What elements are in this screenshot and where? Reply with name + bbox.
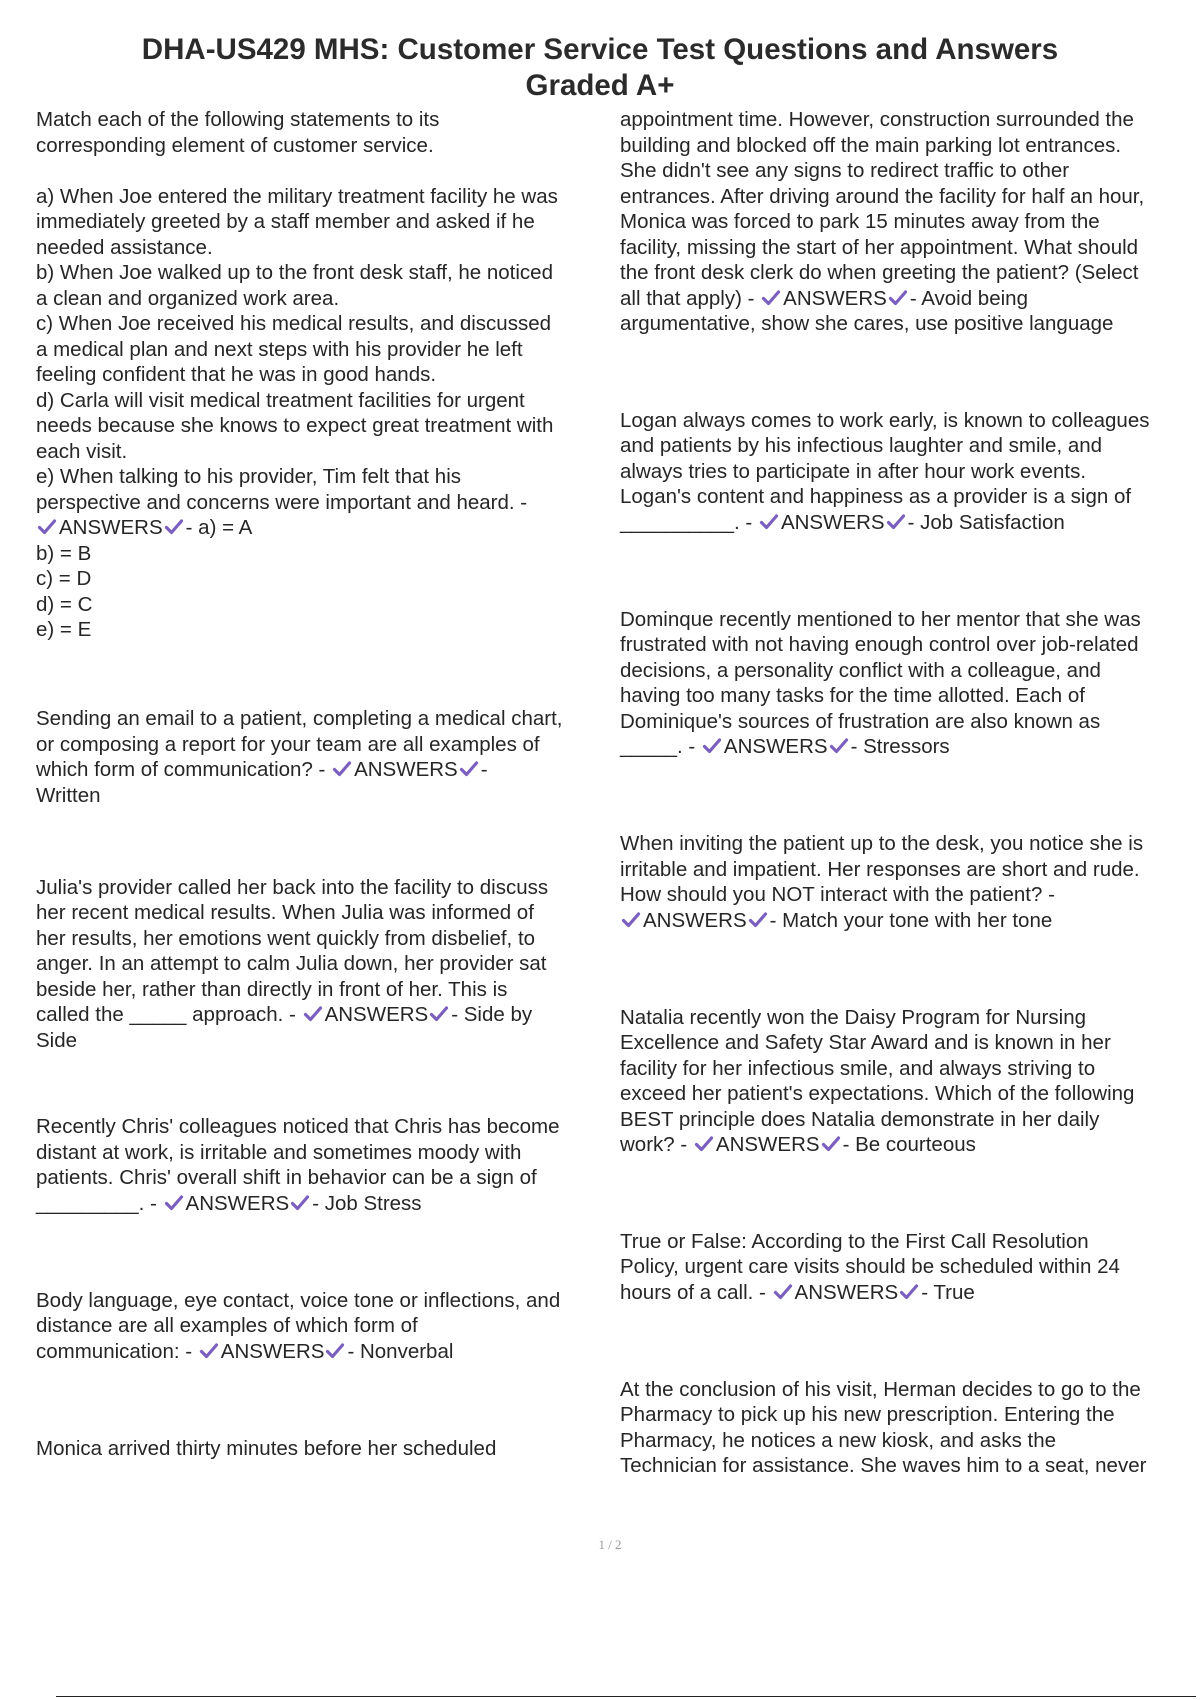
text-line	[620, 857, 1195, 883]
line-text: argumentative, show she cares, use positive language	[620, 312, 1114, 335]
qa-item	[36, 1288, 606, 1365]
line-text: At the conclusion of his visit, Herman decides to go to the	[620, 1377, 1141, 1401]
line-text: feeling confident that he was in good hands.	[36, 363, 437, 386]
text-line	[36, 706, 606, 732]
line-text: c) = D	[36, 567, 92, 590]
text-line	[36, 875, 606, 901]
line-text: e) = E	[36, 618, 92, 641]
line-text: each visit.	[36, 439, 128, 463]
check-icon	[899, 1283, 919, 1301]
line-text: Dominique's sources of frustration are also known as	[620, 709, 1101, 733]
qa-item	[620, 1229, 1195, 1306]
line-text: ANSWERS	[185, 1191, 290, 1215]
text-line	[36, 757, 606, 783]
text-line	[36, 464, 606, 490]
title-line-2: Graded A+	[525, 69, 675, 102]
line-text: patients. Chris' overall shift in behavior can be a sign of	[36, 1166, 537, 1190]
line-text: Side	[36, 1028, 78, 1052]
line-text: all that apply) -	[620, 286, 761, 310]
check-icon	[621, 911, 641, 929]
line-text: distance are all examples of which form of	[36, 1314, 418, 1338]
text-line	[36, 783, 606, 809]
line-text: and patients by his infectious laughter and smile, and	[620, 434, 1103, 458]
text-line	[36, 362, 606, 388]
text-line	[36, 107, 606, 133]
text-line	[620, 1428, 1195, 1454]
check-icon	[694, 1135, 714, 1153]
left-column	[36, 107, 606, 1461]
check-icon	[702, 737, 722, 755]
text-line	[620, 459, 1195, 485]
text-line	[620, 658, 1195, 684]
line-text: b) = B	[36, 541, 92, 565]
check-icon	[888, 289, 908, 307]
line-text: Monica arrived thirty minutes before her scheduled	[36, 1436, 497, 1460]
line-text: which form of communication? -	[36, 758, 332, 782]
check-icon	[761, 289, 781, 307]
qa-item	[620, 107, 1195, 337]
check-icon	[429, 1005, 449, 1023]
line-text: She didn't see any signs to redirect traffic to other	[620, 159, 1070, 182]
line-text: - a) = A	[185, 516, 253, 539]
line-text: perspective and concerns were important and heard. -	[36, 490, 528, 514]
line-text: ANSWERS	[783, 286, 887, 310]
check-icon	[748, 911, 768, 929]
line-text: facility, missing the start of her appointment. What should	[620, 235, 1139, 259]
check-icon	[332, 760, 352, 778]
check-icon	[773, 1283, 793, 1301]
line-text: Sending an email to a patient, completing a medical chart,	[36, 707, 563, 731]
text-line	[620, 1377, 1195, 1403]
text-line	[620, 484, 1195, 510]
line-text: Logan always comes to work early, is known to colleagues	[620, 408, 1150, 432]
line-text: Pharmacy, he notices a new kiosk, and asks the	[620, 1428, 1057, 1452]
text-line	[36, 900, 606, 926]
text-line	[620, 709, 1195, 735]
check-icon	[829, 737, 849, 755]
line-text: Monica was forced to park 15 minutes away from the	[620, 210, 1100, 233]
check-icon	[459, 760, 479, 778]
line-text: having too many tasks for the time allotted. Each of	[620, 684, 1085, 708]
line-text: BEST principle does Natalia demonstrate in her daily	[620, 1107, 1100, 1131]
text-line	[620, 831, 1195, 857]
line-text: Logan's content and happiness as a provider is a sign of	[620, 485, 1132, 509]
line-text: the front desk clerk do when greeting the patient? (Select	[620, 261, 1139, 284]
line-text: ANSWERS	[723, 735, 828, 759]
line-text: hours of a call. -	[620, 1280, 772, 1304]
right-column	[620, 107, 1195, 1479]
text-line	[620, 607, 1195, 633]
line-text: called the _____ approach. -	[36, 1003, 302, 1027]
text-line	[36, 260, 606, 286]
check-icon	[164, 1194, 184, 1212]
qa-item	[36, 875, 606, 1054]
text-line	[36, 1339, 606, 1365]
line-text: - Nonverbal	[347, 1339, 454, 1363]
page-number: 1 / 2	[598, 1537, 622, 1552]
line-text: a clean and organized work area.	[36, 286, 340, 310]
qa-item	[36, 706, 606, 808]
text-line	[36, 592, 606, 618]
title-line-1: DHA-US429 MHS: Customer Service Test Questions and Answers	[141, 33, 1059, 66]
text-line	[620, 1453, 1195, 1479]
text-line	[620, 158, 1195, 184]
line-text: - True	[921, 1280, 975, 1304]
text-line	[36, 1165, 606, 1191]
check-icon	[290, 1194, 310, 1212]
text-line	[36, 1436, 606, 1462]
line-text: exceed her patient's expectations. Which of the following	[620, 1082, 1135, 1106]
qa-item	[36, 1114, 606, 1216]
text-line	[36, 1114, 606, 1140]
line-text: e) When talking to his provider, Tim felt that his	[36, 465, 461, 488]
check-icon	[164, 518, 184, 536]
text-line	[36, 311, 606, 337]
line-text: ANSWERS	[794, 1280, 899, 1304]
text-line	[620, 1005, 1195, 1031]
line-text: or composing a report for your team are all examples of	[36, 732, 540, 756]
text-line	[36, 617, 606, 643]
line-text: Match each of the following statements to its	[36, 108, 440, 131]
line-text: - Avoid being	[909, 286, 1028, 310]
text-line	[620, 1280, 1195, 1306]
check-icon	[759, 513, 779, 531]
line-text: Policy, urgent care visits should be scheduled within 24	[620, 1255, 1120, 1279]
line-text: appointment time. However, construction surrounded the	[620, 108, 1134, 131]
qa-item	[620, 607, 1195, 760]
line-text: entrances. After driving around the facility for half an hour,	[620, 184, 1145, 208]
text-line	[620, 1402, 1195, 1428]
text-line	[36, 566, 606, 592]
text-line	[620, 1229, 1195, 1255]
text-line	[36, 388, 606, 414]
line-text: a medical plan and next steps with his provider he left	[36, 337, 523, 361]
line-text: ANSWERS	[780, 510, 885, 534]
line-text: How should you NOT interact with the patient? -	[620, 883, 1055, 907]
line-text: Pharmacy to pick up his new prescription. Entering the	[620, 1403, 1115, 1427]
line-text: needed assistance.	[36, 235, 213, 259]
line-text: building and blocked off the main parking lot entrances.	[620, 133, 1122, 157]
text-line	[36, 158, 606, 184]
text-line	[36, 1191, 606, 1217]
line-text: ANSWERS	[324, 1003, 429, 1027]
text-line	[36, 490, 606, 516]
text-line	[620, 1254, 1195, 1280]
footer-divider	[56, 1696, 1196, 1697]
page-title	[50, 32, 1150, 104]
line-text: - Job Satisfaction	[907, 510, 1065, 534]
line-text: always tries to participate in after hour work events.	[620, 459, 1087, 483]
line-text: - Job Stress	[312, 1191, 422, 1215]
line-text: d) = C	[36, 592, 93, 616]
line-text: When inviting the patient up to the desk, you notice she is	[620, 832, 1144, 856]
text-line	[620, 133, 1195, 159]
line-text: Julia's provider called her back into the facility to discuss	[36, 875, 549, 899]
qa-item	[620, 831, 1195, 933]
text-line	[36, 732, 606, 758]
text-line	[36, 1288, 606, 1314]
line-text: distant at work, is irritable and sometimes moody with	[36, 1140, 522, 1164]
text-line	[620, 510, 1195, 536]
text-line	[620, 311, 1195, 337]
line-text: a) When Joe entered the military treatment facility he was	[36, 184, 558, 208]
text-line	[36, 977, 606, 1003]
text-line	[620, 1056, 1195, 1082]
line-text: beside her, rather than directly in front of her. This is	[36, 977, 508, 1001]
line-text: __________. -	[620, 510, 758, 534]
qa-item	[620, 1377, 1195, 1479]
text-line	[36, 1002, 606, 1028]
line-text: ANSWERS	[220, 1339, 325, 1363]
text-line	[620, 235, 1195, 261]
check-icon	[37, 518, 57, 536]
line-text: -	[480, 758, 488, 782]
line-text: needs because she knows to expect great treatment with	[36, 414, 554, 437]
line-text: ANSWERS	[354, 758, 458, 782]
line-text: irritable and impatient. Her responses are short and rude.	[620, 857, 1140, 881]
line-text: - Stressors	[850, 735, 950, 759]
line-text: - Side by	[451, 1003, 533, 1027]
line-text: Excellence and Safety Star Award and is known in her	[620, 1031, 1111, 1055]
text-line	[620, 683, 1195, 709]
text-line	[36, 1313, 606, 1339]
text-line	[620, 286, 1195, 312]
line-text: her results, her emotions went quickly from disbelief, to	[36, 926, 536, 950]
line-text: frustrated with not having enough control over job-related	[620, 633, 1139, 657]
line-text: _____. -	[620, 735, 701, 759]
check-icon	[325, 1342, 345, 1360]
text-line	[620, 209, 1195, 235]
text-line	[620, 1132, 1195, 1158]
qa-item	[620, 1005, 1195, 1158]
line-text: d) Carla will visit medical treatment facilities for urgent	[36, 388, 525, 412]
line-text: decisions, a personality conflict with a colleague, and	[620, 658, 1101, 682]
line-text: Dominque recently mentioned to her mentor that she was	[620, 607, 1141, 631]
text-line	[36, 184, 606, 210]
text-line	[620, 1081, 1195, 1107]
line-text: her recent medical results. When Julia was informed of	[36, 901, 534, 925]
line-text: Recently Chris' colleagues noticed that Chris has become	[36, 1115, 560, 1139]
text-line	[620, 1030, 1195, 1056]
text-line	[36, 515, 606, 541]
text-line	[36, 1140, 606, 1166]
line-text: Body language, eye contact, voice tone or inflections, and	[36, 1288, 561, 1312]
line-text: ANSWERS	[643, 908, 747, 932]
text-line	[620, 882, 1195, 908]
text-line	[36, 235, 606, 261]
qa-item	[36, 1436, 606, 1462]
text-line	[36, 1028, 606, 1054]
text-line	[620, 260, 1195, 286]
text-line	[620, 1107, 1195, 1133]
text-line	[36, 951, 606, 977]
line-text: anger. In an attempt to calm Julia down, her provider sat	[36, 952, 547, 976]
line-text: work? -	[620, 1133, 693, 1157]
line-text: corresponding element of customer service.	[36, 133, 434, 157]
text-line	[36, 286, 606, 312]
line-text: b) When Joe walked up to the front desk staff, he noticed	[36, 261, 553, 284]
line-text: - Be courteous	[842, 1133, 976, 1157]
line-text: ANSWERS	[715, 1133, 820, 1157]
line-text: facility for her infectious smile, and always striving to	[620, 1056, 1096, 1080]
text-line	[620, 908, 1195, 934]
line-text: True or False: According to the First Call Resolution	[620, 1229, 1089, 1253]
text-line	[36, 413, 606, 439]
text-line	[36, 926, 606, 952]
text-line	[36, 133, 606, 159]
text-line	[620, 734, 1195, 760]
text-line	[620, 433, 1195, 459]
text-line	[36, 209, 606, 235]
line-text: Natalia recently won the Daisy Program for Nursing	[620, 1005, 1086, 1029]
line-text: Technician for assistance. She waves him to a seat, never	[620, 1454, 1147, 1478]
line-text: - Match your tone with her tone	[769, 908, 1053, 932]
check-icon	[821, 1135, 841, 1153]
line-text: Written	[36, 783, 101, 807]
line-text: immediately greeted by a staff member and asked if he	[36, 210, 535, 233]
text-line	[620, 107, 1195, 133]
line-text: communication: -	[36, 1339, 198, 1363]
check-icon	[199, 1342, 219, 1360]
text-line	[620, 184, 1195, 210]
check-icon	[886, 513, 906, 531]
qa-item	[620, 408, 1195, 536]
text-line	[36, 541, 606, 567]
line-text: c) When Joe received his medical results, and discussed	[36, 312, 552, 335]
check-icon	[303, 1005, 323, 1023]
line-text: _________. -	[36, 1191, 163, 1215]
text-line	[36, 439, 606, 465]
text-line	[36, 337, 606, 363]
text-line	[620, 408, 1195, 434]
line-text: ANSWERS	[59, 516, 163, 539]
qa-item	[36, 107, 606, 643]
text-line	[620, 632, 1195, 658]
